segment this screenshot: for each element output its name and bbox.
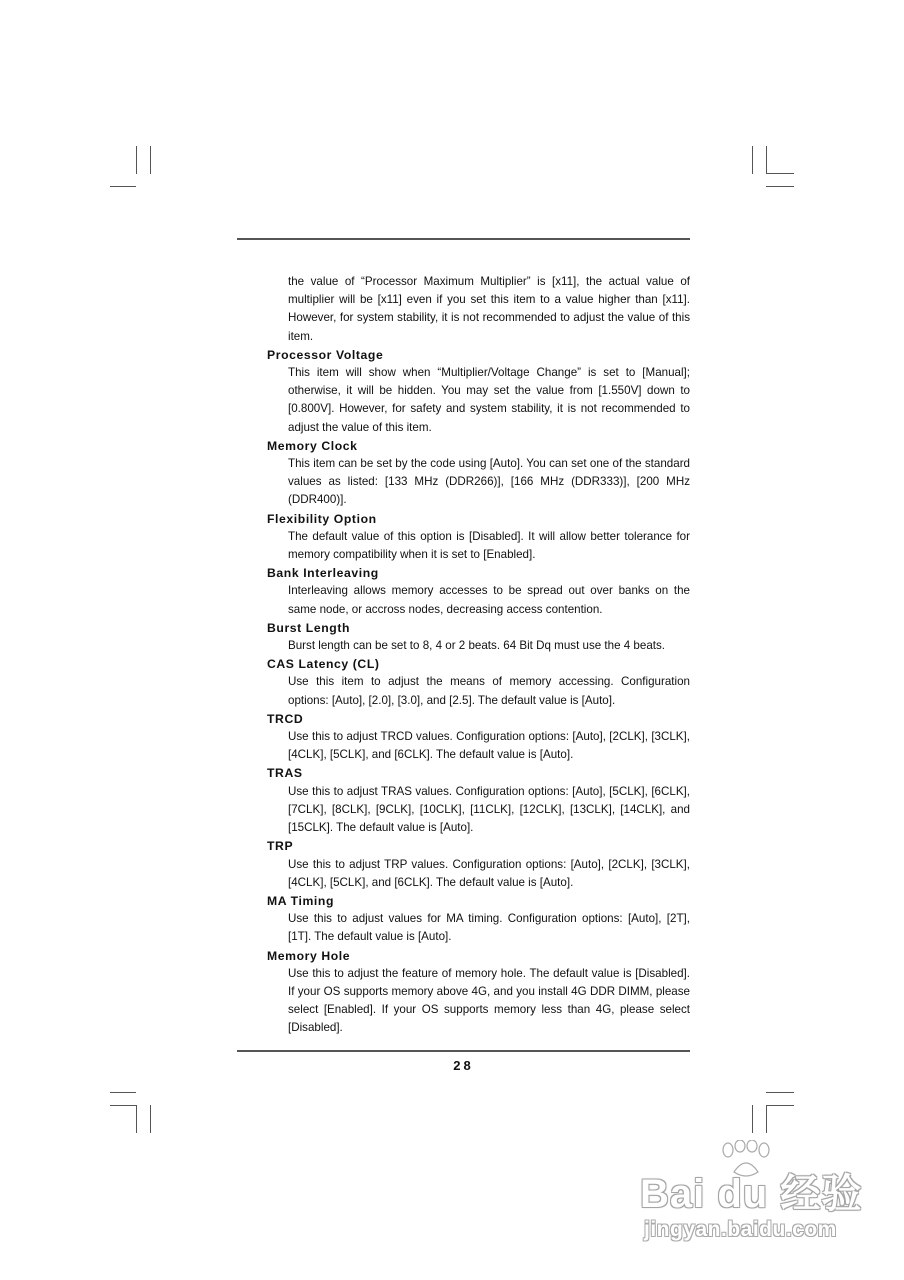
section-title: MA Timing <box>267 893 335 908</box>
section-title: TRP <box>267 839 294 854</box>
section-title: Flexibility Option <box>267 511 377 526</box>
section-processor-voltage <box>267 346 690 437</box>
section-body: This item will show when “Multiplier/Voltage Change” is set to [Manual]; otherwise, it will be hidden. You may set the value from [1.550V] down to [0.800V]. However, for safety and system stability, it is not recommended to adjust the value of this item. <box>288 366 690 434</box>
crop-mark <box>766 173 794 174</box>
section-ma-timing <box>267 892 690 947</box>
section-bank-interleaving <box>267 564 690 619</box>
section-body: Use this to adjust values for MA timing. Configuration options: [Auto], [2T], [1T]. The default value is [Auto]. <box>288 912 690 944</box>
section-tras <box>267 764 690 837</box>
crop-mark <box>150 1105 151 1133</box>
header-rule <box>237 238 690 240</box>
section-body: Interleaving allows memory accesses to be spread out over banks on the same node, or accross nodes, decreasing access contention. <box>288 584 690 616</box>
section-body: Burst length can be set to 8, 4 or 2 beats. 64 Bit Dq must use the 4 beats. <box>288 639 666 653</box>
crop-mark <box>136 1105 137 1133</box>
section-title: CAS Latency (CL) <box>267 657 380 672</box>
section-flexibility-option <box>267 510 690 565</box>
crop-mark <box>766 186 794 187</box>
crop-mark <box>110 186 136 187</box>
intro-paragraph: the value of “Processor Maximum Multiplier” is [x11], the actual value of multiplier will be [x11] even if you set this item to a value higher than [x11]. However, for system stability, it is not recommended to adjust the value of this item. <box>288 275 690 343</box>
crop-mark <box>766 1092 794 1093</box>
crop-mark <box>752 146 753 174</box>
section-title: Memory Hole <box>267 948 351 963</box>
manual-content <box>267 273 690 1038</box>
section-title: Bank Interleaving <box>267 566 379 581</box>
section-title: Processor Voltage <box>267 347 384 362</box>
footer-rule <box>237 1050 690 1052</box>
crop-mark <box>110 1092 136 1093</box>
section-body: Use this to adjust TRCD values. Configuration options: [Auto], [2CLK], [3CLK], [4CLK], [5CLK], and [6CLK]. The default value is [Auto]. <box>288 730 690 762</box>
section-trcd <box>267 710 690 765</box>
crop-mark <box>150 146 151 174</box>
section-body: This item can be set by the code using [Auto]. You can set one of the standard values as listed: [133 MHz (DDR266)], [166 MHz (DDR333)], [200 MHz (DDR400)]. <box>288 457 690 507</box>
baidu-watermark <box>640 1140 870 1270</box>
section-body: Use this to adjust TRAS values. Configuration options: [Auto], [5CLK], [6CLK], [7CLK], [8CLK], [9CLK], [10CLK], [11CLK], [12CLK], [13CLK], [14CLK], and [15CLK]. The default value is [Auto]. <box>288 784 690 835</box>
crop-mark <box>136 146 137 174</box>
watermark-logo: Bai du 经验 <box>640 1172 863 1216</box>
section-title: TRAS <box>267 766 303 781</box>
section-trp <box>267 837 690 892</box>
section-burst-length <box>267 619 690 655</box>
section-cas-latency <box>267 655 690 710</box>
crop-mark <box>752 1105 753 1133</box>
section-title: TRCD <box>267 711 304 726</box>
crop-mark <box>766 1105 794 1106</box>
section-memory-hole <box>267 947 690 1038</box>
section-body: Use this item to adjust the means of memory accessing. Configuration options: [Auto], [2.0], [3.0], and [2.5]. The default value is [Auto]. <box>288 675 690 707</box>
crop-mark <box>766 1105 767 1133</box>
watermark-url: jingyan.baidu.com <box>644 1218 837 1241</box>
section-title: Burst Length <box>267 620 351 635</box>
section-body: Use this to adjust TRP values. Configuration options: [Auto], [2CLK], [3CLK], [4CLK], [5CLK], and [6CLK]. The default value is [Auto]. <box>288 857 690 889</box>
section-memory-clock <box>267 437 690 510</box>
section-title: Memory Clock <box>267 438 358 453</box>
section-body: The default value of this option is [Disabled]. It will allow better tolerance for memory compatibility when it is set to [Enabled]. <box>288 529 690 562</box>
crop-mark <box>766 146 767 174</box>
crop-mark <box>110 1105 136 1106</box>
section-body: Use this to adjust the feature of memory hole. The default value is [Disabled]. If your OS supports memory above 4G, and you install 4G DDR DIMM, please select [Enabled]. If your OS supports memory less than 4G, please select [Disabled]. <box>288 966 690 1035</box>
page-number: 28 <box>453 1058 474 1073</box>
